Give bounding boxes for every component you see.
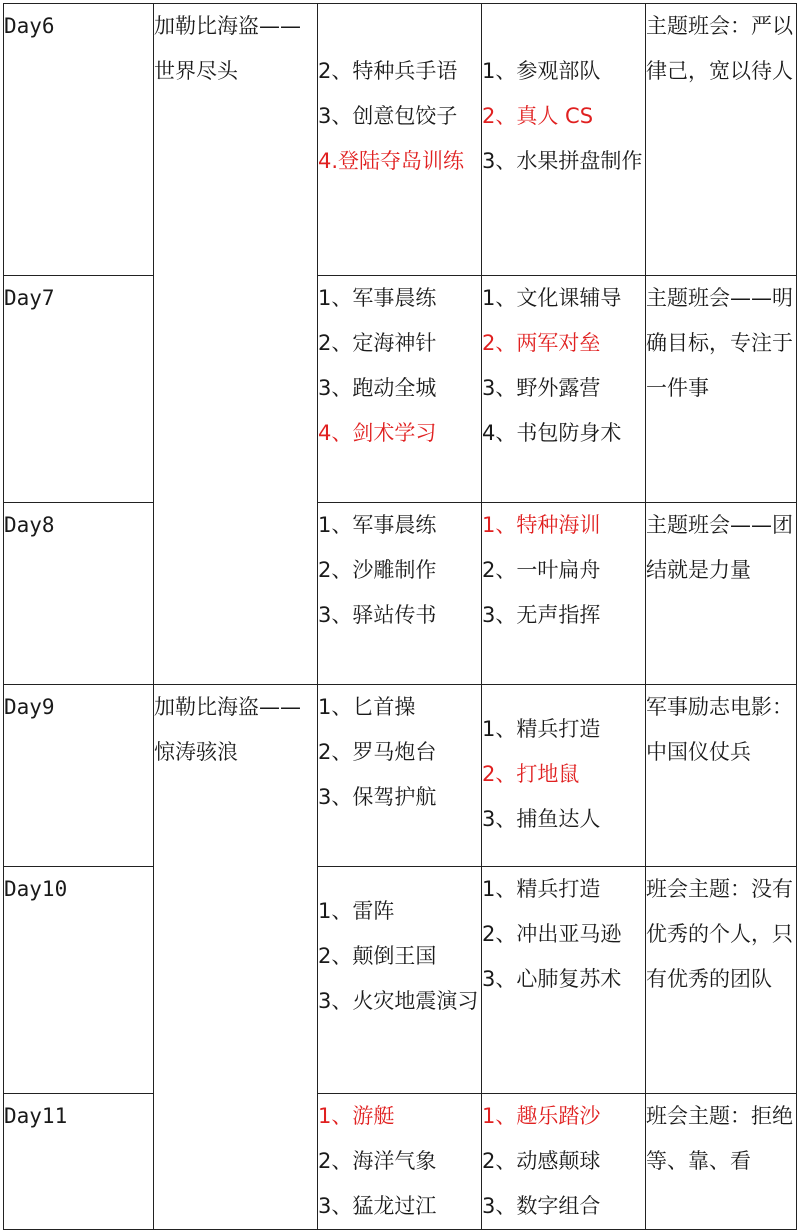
- activity-item-highlight: 2、打地鼠: [482, 762, 580, 786]
- evening-activity: 班会主题：拒绝等、靠、看: [646, 1094, 797, 1230]
- activity-item: 1、军事晨练: [318, 286, 437, 310]
- evening-activity: 军事励志电影：中国仪仗兵: [646, 685, 797, 867]
- afternoon-activities: [482, 276, 646, 503]
- evening-activity: 主题班会——团结就是力量: [646, 503, 797, 685]
- activity-item: 1、匕首操: [318, 695, 416, 719]
- activity-item: 2、一叶扁舟: [482, 558, 601, 582]
- activity-item: 3、火灾地震演习: [318, 989, 479, 1013]
- day-cell: Day6: [4, 4, 154, 276]
- activity-item-highlight: 1、趣乐踏沙: [482, 1104, 601, 1128]
- morning-activities: [318, 1094, 482, 1230]
- morning-activities: [318, 685, 482, 867]
- table-row: [4, 503, 797, 685]
- activity-item: 1、参观部队: [482, 59, 601, 83]
- activity-item: 1、雷阵: [318, 899, 395, 923]
- activity-item: 3、野外露营: [482, 376, 601, 400]
- activity-item-highlight: 1、特种海训: [482, 513, 601, 537]
- activity-item: 1、文化课辅导: [482, 286, 622, 310]
- afternoon-activities: [482, 867, 646, 1094]
- activity-item: 2、沙雕制作: [318, 558, 437, 582]
- evening-activity: 主题班会：严以律己，宽以待人: [646, 4, 797, 276]
- day-cell: Day9: [4, 685, 154, 867]
- activity-item: 3、跑动全城: [318, 376, 437, 400]
- activity-item-highlight: 2、真人 CS: [482, 104, 594, 128]
- morning-activities: [318, 276, 482, 503]
- afternoon-activities: [482, 503, 646, 685]
- afternoon-activities: [482, 4, 646, 276]
- theme-text: 加勒比海盗——惊涛骇浪: [154, 695, 301, 764]
- table-row: [4, 685, 797, 867]
- activity-item: 2、冲出亚马逊: [482, 922, 622, 946]
- activity-item: 4、书包防身术: [482, 421, 622, 445]
- day-cell: Day7: [4, 276, 154, 503]
- activity-item: 3、无声指挥: [482, 603, 601, 627]
- activity-item: 3、猛龙过江: [318, 1194, 437, 1218]
- day-cell: Day11: [4, 1094, 154, 1230]
- table-row: [4, 1094, 797, 1230]
- table-row: [4, 4, 797, 276]
- activity-item: 1、精兵打造: [482, 877, 601, 901]
- morning-activities: [318, 503, 482, 685]
- activity-item-highlight: 1、游艇: [318, 1104, 395, 1128]
- activity-item: 3、驿站传书: [318, 603, 437, 627]
- morning-activities: [318, 867, 482, 1094]
- table-row: [4, 276, 797, 503]
- day-cell: Day8: [4, 503, 154, 685]
- activity-item-highlight: 2、两军对垒: [482, 331, 601, 355]
- activity-item: 2、动感颠球: [482, 1149, 601, 1173]
- activity-item: 1、军事晨练: [318, 513, 437, 537]
- theme-cell: [154, 685, 318, 1230]
- activity-item: 2、罗马炮台: [318, 740, 437, 764]
- activity-item: 3、水果拼盘制作: [482, 149, 643, 173]
- table-row: [4, 867, 797, 1094]
- activity-item-highlight: 4.登陆夺岛训练: [318, 149, 465, 173]
- activity-item: 3、捕鱼达人: [482, 807, 601, 831]
- activity-item-highlight: 4、剑术学习: [318, 421, 437, 445]
- activity-item: 2、颠倒王国: [318, 944, 437, 968]
- activity-item: 1、精兵打造: [482, 717, 601, 741]
- theme-text: 加勒比海盗——世界尽头: [154, 14, 301, 83]
- activity-item: 3、保驾护航: [318, 785, 437, 809]
- afternoon-activities: [482, 685, 646, 867]
- activity-item: 2、定海神针: [318, 331, 437, 355]
- activity-item: 2、特种兵手语: [318, 59, 458, 83]
- activity-item: 3、数字组合: [482, 1194, 601, 1218]
- evening-activity: 班会主题：没有优秀的个人，只有优秀的团队: [646, 867, 797, 1094]
- activity-item: 2、海洋气象: [318, 1149, 437, 1173]
- evening-activity: 主题班会——明确目标，专注于一件事: [646, 276, 797, 503]
- theme-cell: [154, 4, 318, 685]
- afternoon-activities: [482, 1094, 646, 1230]
- activity-item: 3、心肺复苏术: [482, 967, 622, 991]
- activity-item: 3、创意包饺子: [318, 104, 458, 128]
- morning-activities: [318, 4, 482, 276]
- day-cell: Day10: [4, 867, 154, 1094]
- schedule-table: [3, 3, 797, 1230]
